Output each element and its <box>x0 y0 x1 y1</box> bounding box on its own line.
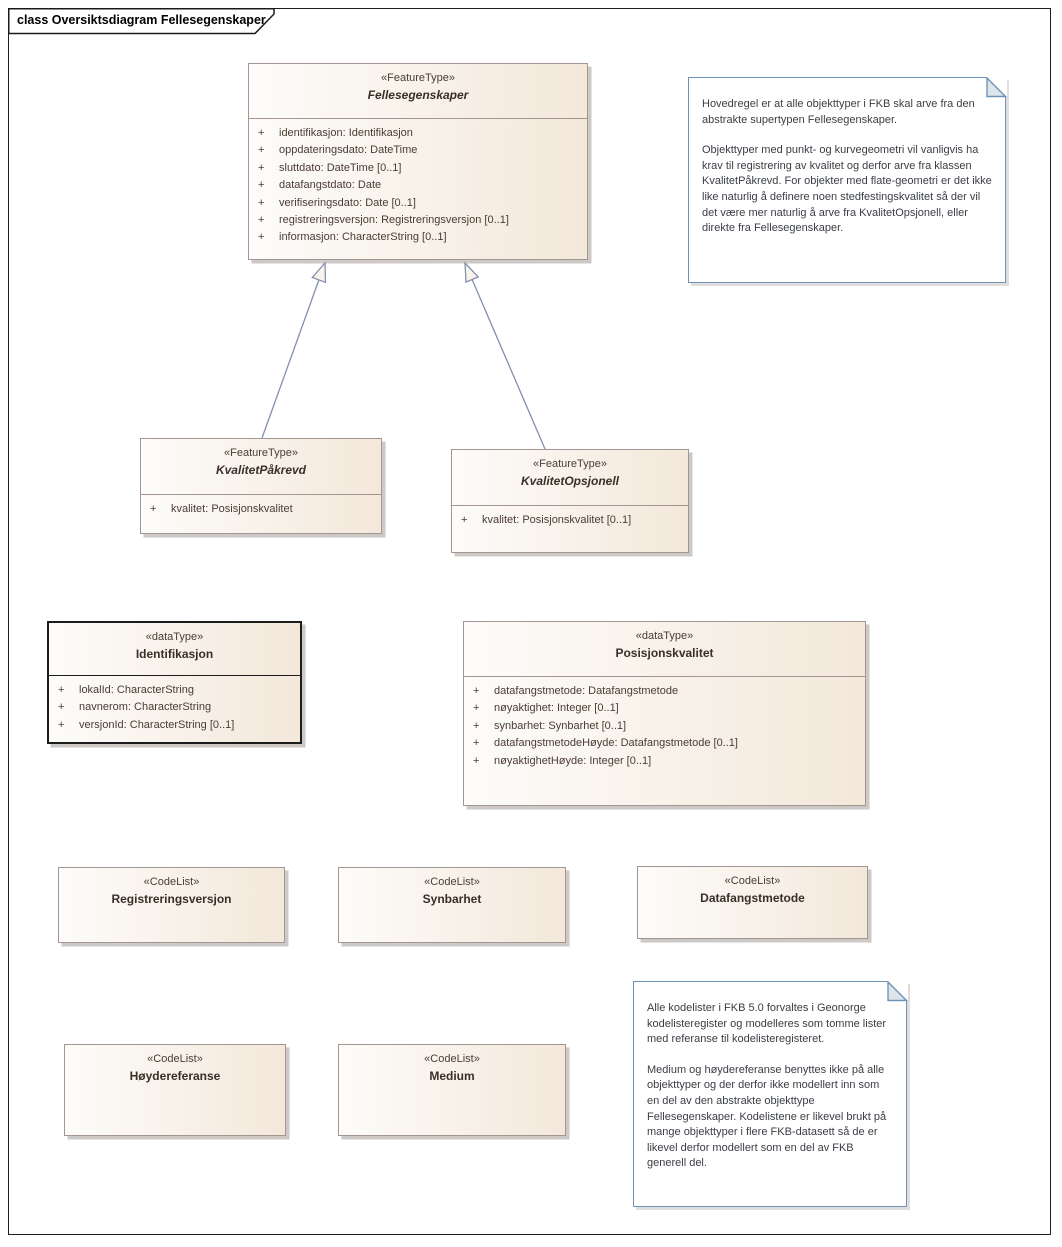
class-name: KvalitetPåkrevd <box>215 463 307 477</box>
attribute-row <box>49 699 300 716</box>
codelist-medium[interactable] <box>338 1044 566 1136</box>
class-name: KvalitetOpsjonell <box>520 474 620 488</box>
codelist-registreringsversjon[interactable] <box>58 867 285 943</box>
attribute-text: navnerom: CharacterString <box>79 701 212 714</box>
attribute-row <box>249 125 587 142</box>
attribute-row <box>464 683 865 700</box>
class-header <box>65 1045 285 1083</box>
visibility-marker: + <box>150 503 157 515</box>
stereotype-label: «CodeList» <box>424 876 480 888</box>
diagram-title: class Oversiktsdiagram Fellesegenskaper <box>17 13 266 27</box>
note-fold-icon <box>986 77 1007 98</box>
attribute-text: lokalId: CharacterString <box>79 684 194 696</box>
attribute-text: datafangstmetodeHøyde: Datafangstmetode [0..1] <box>494 737 738 750</box>
stereotype-label: «CodeList» <box>424 1053 480 1065</box>
attribute-row <box>249 229 587 246</box>
attribute-text: identifikasjon: Identifikasjon <box>279 127 413 139</box>
attribute-row <box>249 212 587 229</box>
visibility-marker: + <box>58 701 65 714</box>
stereotype-label: «FeatureType» <box>381 72 455 84</box>
class-header <box>339 868 565 906</box>
class-name: Identifikasjon <box>135 647 214 661</box>
note-paragraph: Medium og høydereferanse benyttes ikke på alle objekttyper og der derfor ikke modellert inn som en del av den abstrakte objekttype Fellesegenskaper. Kodelistene er likevel brukt på mange objekttyper i flere FKB-datasett så de er likevel derfor modellert som en del av FKB generell del. <box>647 1063 887 1170</box>
note-paragraph: Hovedregel er at alle objekttyper i FKB skal arve fra den abstrakte supertypen Fellesegenskaper. <box>702 98 975 126</box>
codelist-hoydereferanse[interactable] <box>64 1044 286 1136</box>
class-name: Synbarhet <box>422 892 482 906</box>
stereotype-label: «FeatureType» <box>533 458 607 470</box>
attribute-text: verifiseringsdato: Date [0..1] <box>279 196 416 209</box>
class-name: Posisjonskvalitet <box>615 646 714 660</box>
attribute-text: registreringsversjon: Registreringsversjon [0..1] <box>279 214 509 227</box>
attribute-text: datafangstdato: Date <box>279 179 382 192</box>
class-kvalitetpakrevd[interactable] <box>140 438 382 534</box>
attributes-compartment <box>464 676 865 805</box>
note-paragraph: Objekttyper med punkt- og kurvegeometri vil vanligvis ha krav til registrering av kvalitet og derfor arve fra klassen KvalitetPåkrevd. For objekter med flate-geometri er det ikke like naturlig å definere noen stedfestingskvalitet så der vil det være mer naturlig å arve fra KvalitetOpsjonell, eller direkte fra Fellesegenskaper. <box>702 144 992 235</box>
visibility-marker: + <box>258 179 265 192</box>
attribute-row <box>464 735 865 752</box>
attribute-text: nøyaktighetHøyde: Integer [0..1] <box>494 754 652 767</box>
note-kodelister[interactable] <box>633 981 907 1207</box>
codelist-datafangstmetode[interactable] <box>637 866 868 939</box>
attribute-row <box>49 717 300 734</box>
attribute-text: synbarhet: Synbarhet [0..1] <box>494 719 627 732</box>
class-header <box>249 64 587 118</box>
diagram-frame-tab <box>8 8 278 35</box>
stereotype-label: «dataType» <box>145 631 204 643</box>
visibility-marker: + <box>258 127 265 139</box>
visibility-marker: + <box>258 231 265 244</box>
attribute-row <box>49 682 300 699</box>
class-header <box>452 450 688 505</box>
attribute-row <box>452 512 688 529</box>
visibility-marker: + <box>258 196 265 209</box>
attribute-text: datafangstmetode: Datafangstmetode <box>494 685 679 697</box>
visibility-marker: + <box>473 719 480 732</box>
class-header <box>339 1045 565 1083</box>
stereotype-label: «dataType» <box>635 630 694 642</box>
class-name: Medium <box>429 1069 475 1083</box>
attributes-compartment <box>141 494 381 533</box>
attribute-row <box>141 501 381 518</box>
attribute-row <box>249 142 587 159</box>
stereotype-label: «CodeList» <box>147 1053 203 1065</box>
class-header <box>638 867 867 905</box>
attribute-row <box>249 160 587 177</box>
class-name: Registreringsversjon <box>111 892 232 906</box>
attribute-row <box>464 700 865 717</box>
class-header <box>464 622 865 676</box>
visibility-marker: + <box>258 161 265 174</box>
attribute-text: sluttdato: DateTime [0..1] <box>279 161 402 174</box>
class-name: Høydereferanse <box>129 1069 221 1083</box>
class-name: Fellesegenskaper <box>367 88 469 102</box>
note-paragraph: Alle kodelister i FKB 5.0 forvaltes i Geonorge kodelisteregister og modelleres som tomme lister med referanse til kodelisteregisteret. <box>647 1002 887 1046</box>
attributes-compartment <box>249 118 587 259</box>
visibility-marker: + <box>473 754 480 767</box>
visibility-marker: + <box>473 737 480 750</box>
visibility-marker: + <box>58 718 65 731</box>
attribute-text: kvalitet: Posisjonskvalitet <box>171 503 293 515</box>
visibility-marker: + <box>258 214 265 227</box>
datatype-posisjonskvalitet[interactable] <box>463 621 866 806</box>
attributes-compartment <box>49 675 300 742</box>
attribute-text: informasjon: CharacterString [0..1] <box>279 231 447 244</box>
class-name: Datafangstmetode <box>700 891 805 905</box>
visibility-marker: + <box>473 702 480 715</box>
visibility-marker: + <box>258 144 265 157</box>
visibility-marker: + <box>461 514 468 526</box>
visibility-marker: + <box>473 685 480 697</box>
stereotype-label: «FeatureType» <box>224 447 298 459</box>
class-kvalitetopsjonell[interactable] <box>451 449 689 553</box>
stereotype-label: «CodeList» <box>143 876 200 888</box>
stereotype-label: «CodeList» <box>724 875 781 887</box>
class-header <box>49 623 300 675</box>
visibility-marker: + <box>58 684 65 696</box>
attribute-text: oppdateringsdato: DateTime <box>279 144 418 157</box>
attributes-compartment <box>452 505 688 552</box>
datatype-identifikasjon[interactable] <box>47 621 302 744</box>
class-fellesegenskaper[interactable] <box>248 63 588 260</box>
attribute-text: nøyaktighet: Integer [0..1] <box>494 702 619 715</box>
note-arveregler[interactable] <box>688 77 1006 283</box>
class-header <box>59 868 284 906</box>
attribute-text: kvalitet: Posisjonskvalitet [0..1] <box>482 514 632 526</box>
note-fold-icon <box>887 981 908 1002</box>
attribute-row <box>249 177 587 194</box>
attribute-row <box>464 753 865 770</box>
attribute-row <box>464 718 865 735</box>
class-header <box>141 439 381 494</box>
attribute-text: versjonId: CharacterString [0..1] <box>79 718 235 731</box>
attribute-row <box>249 195 587 212</box>
codelist-synbarhet[interactable] <box>338 867 566 943</box>
